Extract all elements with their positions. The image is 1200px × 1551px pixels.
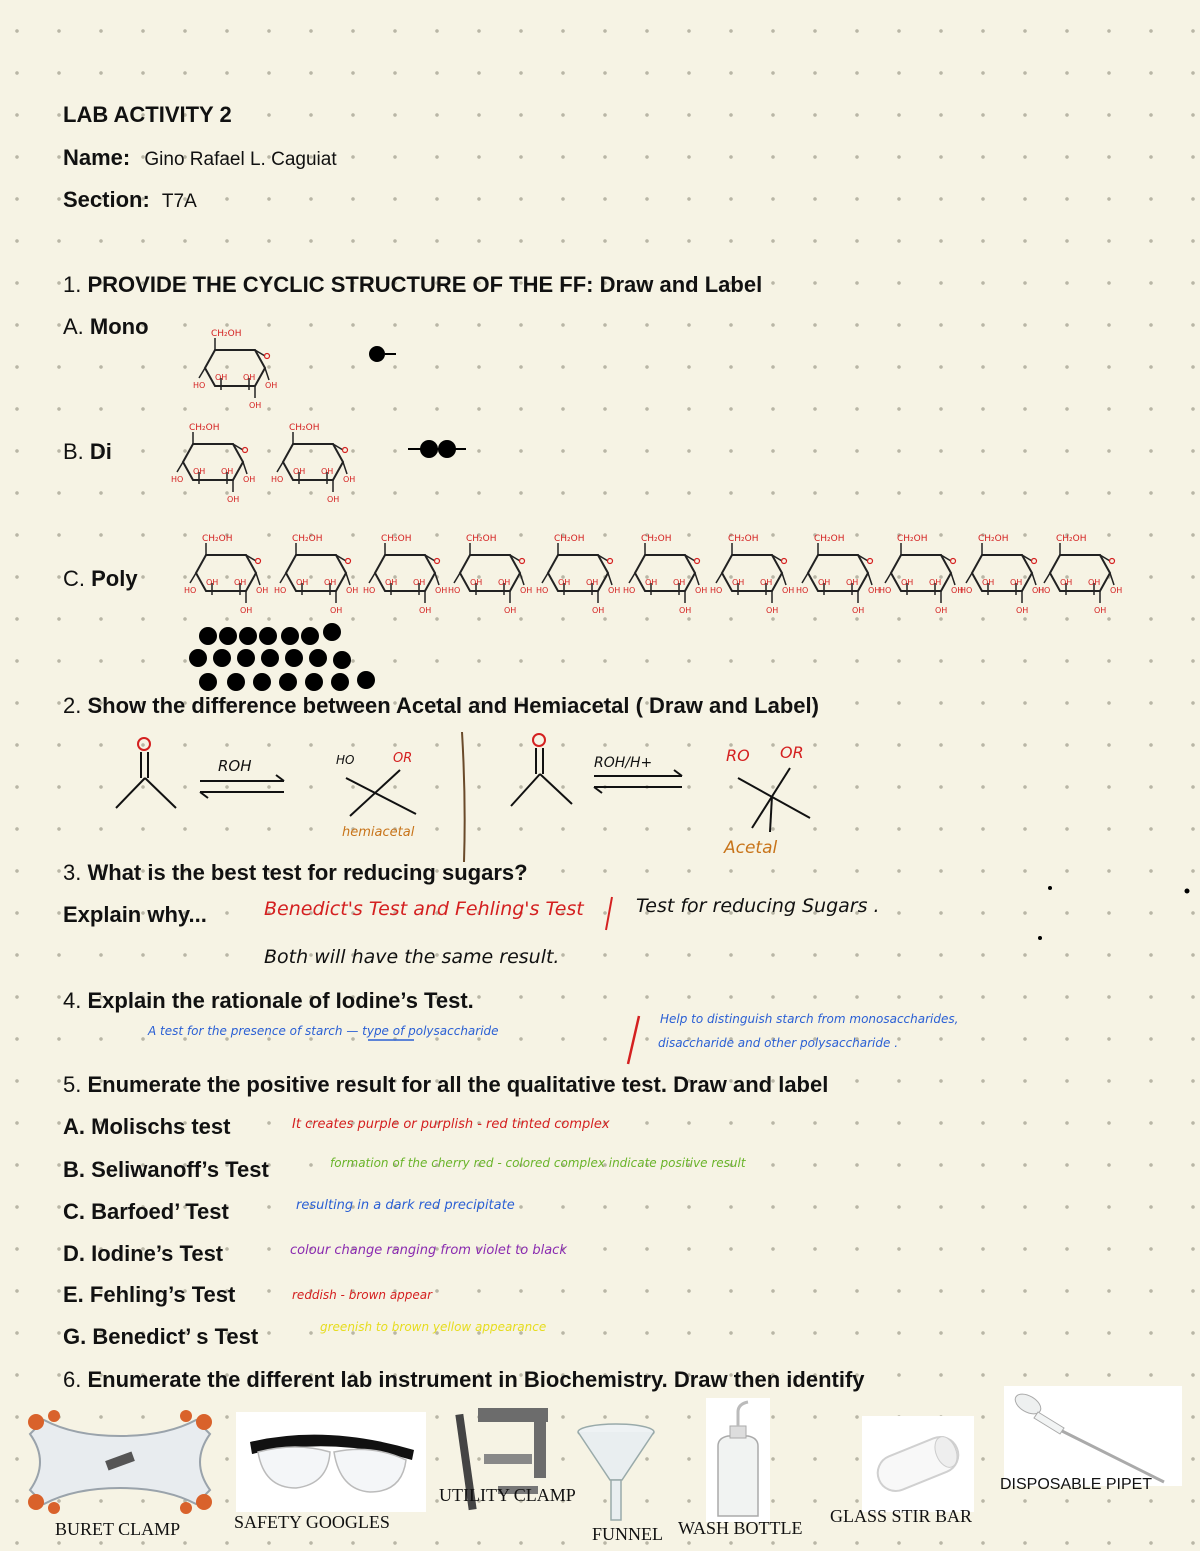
test-label: E. Fehling’s Test	[63, 1282, 236, 1307]
test-answer: colour change ranging from violet to black	[290, 1243, 567, 1258]
equilibrium-arrow-1	[200, 775, 284, 798]
arrow2-reagent: ROH/H+	[594, 755, 653, 771]
q3-answer-black-1: Test for reducing Sugars .	[636, 895, 880, 917]
q1-b-text: Di	[89, 439, 112, 464]
test-label: B. Seliwanoff’s Test	[63, 1157, 269, 1182]
stray-dot	[1048, 886, 1052, 890]
hemiacetal-ho: HO	[336, 753, 355, 767]
stray-dot	[1185, 889, 1190, 894]
question-3-number: 3.	[63, 860, 82, 885]
q1-a-letter: A.	[63, 314, 84, 339]
q4-answer-right-2: disaccharide and other polysaccharide .	[658, 1036, 899, 1050]
test-answer: formation of the cherry red - colored complex indicate positive result	[330, 1156, 746, 1170]
question-4-text: Explain the rationale of Iodine’s Test.	[87, 988, 474, 1013]
question-5	[63, 1072, 828, 1098]
safety-goggles-icon	[236, 1412, 426, 1512]
divider-line	[462, 732, 465, 862]
name-label: Name:	[63, 145, 131, 170]
ketone-2	[511, 734, 572, 806]
question-1-text: PROVIDE THE CYCLIC STRUCTURE OF THE FF: Draw and Label	[87, 272, 763, 297]
instrument-label: DISPOSABLE PIPET	[1000, 1476, 1153, 1493]
question-3	[63, 860, 528, 886]
question-4	[63, 988, 474, 1014]
test-label: C. Barfoed’ Test	[63, 1199, 229, 1224]
question-2-number: 2.	[63, 693, 82, 718]
mono-dot-icon	[369, 346, 396, 362]
arrow1-reagent: ROH	[218, 757, 252, 775]
hemiacetal-or: OR	[393, 751, 413, 766]
q3-answer-black-2: Both will have the same result.	[264, 946, 560, 968]
acetal-structure	[738, 768, 810, 832]
acetal-ro: RO	[726, 746, 750, 765]
ketone-1	[116, 738, 176, 808]
poly-dots-icon	[189, 623, 375, 691]
q3-divider	[606, 897, 612, 930]
mono-ring	[193, 329, 277, 410]
question-1-number: 1.	[63, 272, 82, 297]
equilibrium-arrow-2	[594, 770, 682, 793]
wash-bottle-icon	[706, 1398, 770, 1522]
hemiacetal-structure	[346, 770, 416, 816]
test-answer: reddish - brown appear	[292, 1288, 433, 1302]
question-6-number: 6.	[63, 1367, 82, 1392]
di-ring-1	[171, 423, 255, 504]
q1-b-letter: B.	[63, 439, 84, 464]
instrument-label: UTILITY CLAMP	[439, 1485, 576, 1505]
acetal-or: OR	[780, 743, 804, 762]
instrument-label: SAFETY GOOGLES	[234, 1512, 390, 1532]
acetal-label: Acetal	[724, 838, 778, 858]
instrument-label: FUNNEL	[592, 1524, 663, 1544]
question-5-text: Enumerate the positive result for all the qualitative test. Draw and label	[87, 1072, 829, 1097]
question-3-text: What is the best test for reducing sugars?	[87, 860, 528, 885]
question-5-number: 5.	[63, 1072, 82, 1097]
explain-label: Explain why...	[63, 902, 207, 927]
q4-divider	[628, 1016, 639, 1064]
test-answer: It creates purple or purplish - red tinted complex	[292, 1117, 610, 1132]
structures-drawing: OH OH OH	[0, 0, 1200, 1551]
question-2-text: Show the difference between Acetal and Hemiacetal ( Draw and Label)	[87, 693, 819, 718]
pipet-icon	[1004, 1386, 1182, 1486]
q4-answer-left: A test for the presence of starch — type of polysaccharide	[148, 1024, 499, 1038]
name-value: Gino Rafael L. Caguiat	[144, 149, 337, 170]
test-answer: resulting in a dark red precipitate	[296, 1198, 515, 1213]
instrument-label: BURET CLAMP	[55, 1519, 181, 1539]
q1-c-text: Poly	[91, 566, 138, 591]
question-2	[63, 693, 819, 719]
question-6	[63, 1367, 865, 1393]
q1-c-letter: C.	[63, 566, 85, 591]
funnel-icon	[574, 1418, 660, 1522]
test-label: A. Molischs test	[63, 1114, 231, 1139]
section-value: T7A	[161, 191, 197, 212]
test-label: G. Benedict’ s Test	[63, 1324, 259, 1349]
buret-clamp-icon	[14, 1406, 226, 1518]
question-6-text: Enumerate the different lab instrument in Biochemistry. Draw then identify	[87, 1367, 865, 1392]
hemiacetal-label: hemiacetal	[342, 825, 415, 840]
q3-answer-red: Benedict's Test and Fehling's Test	[264, 898, 584, 920]
q4-answer-right-1: Help to distinguish starch from monosaccharides,	[660, 1012, 959, 1026]
di-dots-icon	[408, 440, 466, 458]
section-label: Section:	[63, 187, 150, 212]
q1-a-text: Mono	[89, 314, 149, 339]
page-title: LAB ACTIVITY 2	[63, 102, 232, 127]
test-answer: greenish to brown yellow appearance	[320, 1320, 547, 1334]
instrument-label: GLASS STIR BAR	[830, 1506, 973, 1526]
question-4-number: 4.	[63, 988, 82, 1013]
test-label: D. Iodine’s Test	[63, 1241, 224, 1266]
stir-bar-icon	[862, 1416, 974, 1512]
stray-dot	[1038, 936, 1042, 940]
di-ring-2	[271, 423, 355, 504]
instrument-label: WASH BOTTLE	[678, 1518, 803, 1538]
poly-rings	[184, 534, 1122, 615]
